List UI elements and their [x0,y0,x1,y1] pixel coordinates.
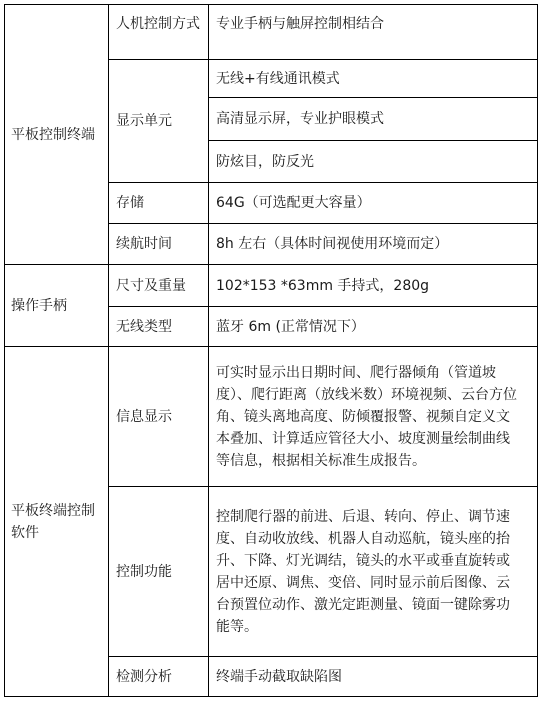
value-cell-hmi-control [209,5,538,60]
item-label: 检测分析 [116,668,172,685]
item-label: 信息显示 [116,408,172,425]
table-row [5,347,538,487]
item-label: 人机控制方式 [116,16,200,32]
value-text: 防炫目，防反光 [216,153,314,170]
value-cell-display-unit-1 [209,98,538,141]
value-text: 64G（可选配更大容量） [216,195,371,211]
value-cell-display-unit-0 [209,60,538,98]
value-cell-info-display [209,347,538,487]
value-text: 8h 左右（具体时间视使用环境而定） [216,236,449,252]
item-label: 续航时间 [116,236,172,252]
value-text: 蓝牙 6m (正常情况下） [216,318,365,335]
item-label: 无线类型 [116,318,172,335]
value-cell-storage [209,183,538,224]
value-text: 专业手柄与触屏控制相结合 [216,16,384,32]
value-text: 可实时显示出日期时间、爬行器倾角（管道坡度）、爬行距离（放线米数）环境视频、云台方位角、镜头离地高度、防倾覆报警、视频自定义文本叠加、计算适应管径大小、坡度测量绘制曲线等信息，根据相关标准生成报告。 [216,364,517,469]
item-label: 尺寸及重量 [116,277,186,294]
value-text: 控制爬行器的前进、后退、转向、停止、调节速度、自动收放线、机器人自动巡航，镜头座的抬升、下降、灯光调结，镜头的水平或垂直旋转或居中还原、调焦、变倍、同时显示前后图像、云台预置位动作、激光定距测量、镜面一键除雾功能等。 [216,508,510,635]
item-label: 显示单元 [116,113,172,129]
value-text: 无线+有线通讯模式 [216,70,340,87]
category-label: 平板终端控制软件 [11,502,95,541]
item-cell-battery-life [109,224,209,265]
value-cell-display-unit-2 [209,141,538,183]
value-cell-wireless-type [209,307,538,347]
spec-table [4,4,538,697]
value-text: 终端手动截取缺陷图 [216,668,342,685]
category-cell-handle [5,265,109,347]
table-row [5,5,538,60]
item-cell-info-display [109,347,209,487]
value-cell-control-function [209,487,538,657]
item-cell-inspection-analysis [109,657,209,697]
item-label: 存储 [116,195,144,211]
category-label: 操作手柄 [11,297,67,314]
item-cell-display-unit [109,60,209,183]
item-cell-size-weight [109,265,209,307]
item-cell-wireless-type [109,307,209,347]
value-cell-battery-life [209,224,538,265]
category-cell-tablet-terminal [5,5,109,265]
value-cell-inspection-analysis [209,657,538,697]
table-row [5,265,538,307]
item-label: 控制功能 [116,563,172,580]
value-cell-size-weight [209,265,538,307]
value-text: 102*153 *63mm 手持式，280g [216,277,430,294]
value-text: 高清显示屏，专业护眼模式 [216,111,384,127]
item-cell-storage [109,183,209,224]
item-cell-control-function [109,487,209,657]
item-cell-hmi-control [109,5,209,60]
category-label: 平板控制终端 [11,126,95,143]
category-cell-control-software [5,347,109,697]
